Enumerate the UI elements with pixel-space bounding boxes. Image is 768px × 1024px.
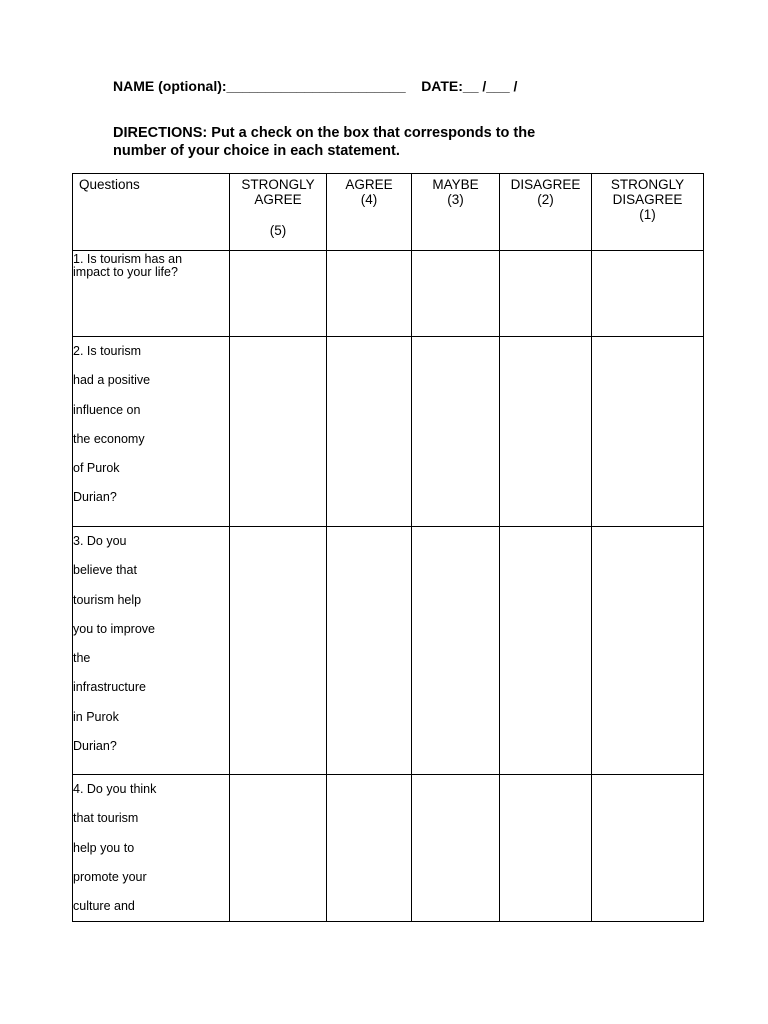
q4-checkbox-strongly-disagree[interactable] bbox=[592, 775, 704, 922]
q3-checkbox-disagree[interactable] bbox=[500, 527, 592, 775]
column-header-maybe: MAYBE (3) bbox=[412, 174, 500, 251]
column-header-strongly-agree: STRONGLY AGREE (5) bbox=[230, 174, 327, 251]
q1-checkbox-maybe[interactable] bbox=[412, 251, 500, 337]
question-1-text: 1. Is tourism has an impact to your life? bbox=[73, 251, 230, 337]
q3-checkbox-strongly-disagree[interactable] bbox=[592, 527, 704, 775]
directions-line-1: DIRECTIONS: Put a check on the box that corresponds to the bbox=[113, 125, 536, 141]
q1-checkbox-strongly-disagree[interactable] bbox=[592, 251, 704, 337]
q1-checkbox-strongly-agree[interactable] bbox=[230, 251, 327, 337]
survey-table bbox=[72, 173, 704, 922]
question-3-text: 3. Do you believe that tourism help you to improve the infrastructure in Purok Durian? bbox=[73, 527, 230, 775]
question-2-text: 2. Is tourism had a positive influence on the economy of Purok Durian? bbox=[73, 337, 230, 527]
q1-checkbox-agree[interactable] bbox=[327, 251, 412, 337]
name-date-line bbox=[113, 78, 517, 94]
q2-checkbox-strongly-agree[interactable] bbox=[230, 337, 327, 527]
table-header-row bbox=[73, 174, 704, 251]
q2-checkbox-maybe[interactable] bbox=[412, 337, 500, 527]
column-header-questions: Questions bbox=[73, 174, 230, 251]
q3-checkbox-agree[interactable] bbox=[327, 527, 412, 775]
question-4-text: 4. Do you think that tourism help you to promote your culture and bbox=[73, 775, 230, 922]
table-row-question-3 bbox=[73, 527, 704, 775]
q4-checkbox-disagree[interactable] bbox=[500, 775, 592, 922]
q2-checkbox-strongly-disagree[interactable] bbox=[592, 337, 704, 527]
q4-checkbox-agree[interactable] bbox=[327, 775, 412, 922]
table-row-question-2 bbox=[73, 337, 704, 527]
q2-checkbox-agree[interactable] bbox=[327, 337, 412, 527]
column-header-agree: AGREE (4) bbox=[327, 174, 412, 251]
q4-checkbox-strongly-agree[interactable] bbox=[230, 775, 327, 922]
table-row-question-1 bbox=[73, 251, 704, 337]
name-field-label[interactable]: NAME (optional):_______________________ bbox=[113, 78, 406, 94]
column-header-strongly-disagree: STRONGLY DISAGREE (1) bbox=[592, 174, 704, 251]
q3-checkbox-maybe[interactable] bbox=[412, 527, 500, 775]
directions-line-2: number of your choice in each statement. bbox=[113, 143, 400, 159]
q3-checkbox-strongly-agree[interactable] bbox=[230, 527, 327, 775]
q1-checkbox-disagree[interactable] bbox=[500, 251, 592, 337]
column-header-disagree: DISAGREE (2) bbox=[500, 174, 592, 251]
directions bbox=[113, 124, 633, 160]
q4-checkbox-maybe[interactable] bbox=[412, 775, 500, 922]
table-row-question-4 bbox=[73, 775, 704, 922]
date-field-label[interactable]: DATE:__ /___ / bbox=[421, 78, 518, 94]
q2-checkbox-disagree[interactable] bbox=[500, 337, 592, 527]
